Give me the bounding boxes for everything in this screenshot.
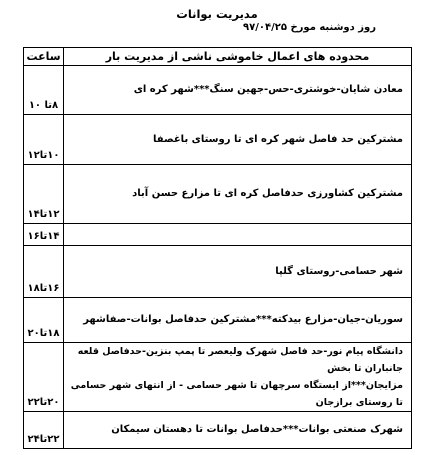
region-cell	[64, 66, 412, 115]
region-cell	[64, 115, 412, 165]
table-row	[24, 224, 412, 246]
date-line-1: روز دوشنبه مورخ ۹۷/۰۴/۲۵	[243, 22, 376, 33]
time-cell: ۲۰تا۲۲	[24, 343, 64, 412]
region-text-line-1: دانشگاه پیام نور-حد فاصل شهرک ولیعصر تا پمپ بنزین-حدفاصل قلعه جانباران تا بخش	[77, 346, 403, 374]
time-cell: ۱۴تا۱۶	[24, 224, 64, 246]
region-text: سوریان-جیان-مزارع بیدکته***مشترکین حدفاصل بوانات-صفاشهر	[83, 314, 403, 325]
region-text: شهرک صنعتی بوانات***حدفاصل بوانات تا دهستان سیمکان	[111, 424, 403, 435]
time-cell: ۸تا ۱۰	[24, 66, 64, 115]
document-title: مدیریت بوانات	[176, 7, 258, 21]
table-row	[24, 165, 412, 224]
region-cell	[64, 246, 412, 298]
region-cell	[64, 165, 412, 224]
time-header: ساعت	[24, 48, 64, 66]
document-date	[243, 22, 376, 34]
time-cell: ۱۸تا۲۰	[24, 298, 64, 343]
table-row	[24, 246, 412, 298]
table-header-row	[24, 48, 412, 66]
region-text: معادن شایان-خوشتری-حس-جهین سنگ***شهر کره ای	[133, 84, 403, 95]
table-row	[24, 343, 412, 412]
region-cell	[64, 298, 412, 343]
region-cell	[64, 224, 412, 246]
table-row	[24, 298, 412, 343]
table-row	[24, 412, 412, 449]
region-cell	[64, 343, 412, 412]
region-header: محدوده های اعمال خاموشی ناشی از مدیریت بار	[64, 48, 412, 66]
time-cell: ۲۲تا۲۴	[24, 412, 64, 449]
time-cell: ۱۶تا۱۸	[24, 246, 64, 298]
region-text: مشترکین کشاورزی حدفاصل کره ای تا مزارع حسن آباد	[132, 188, 403, 199]
time-cell: ۱۰تا۱۲	[24, 115, 64, 165]
table-row	[24, 66, 412, 115]
table-row	[24, 115, 412, 165]
region-text: شهر حسامی-روستای گلپا	[275, 265, 403, 277]
region-text: مشترکین حد فاصل شهر کره ای تا روستای باغصفا	[153, 133, 403, 145]
outage-schedule-table	[23, 47, 412, 449]
time-cell: ۱۲تا۱۴	[24, 165, 64, 224]
region-cell	[64, 412, 412, 449]
region-text-line-2: مزایجان***از ایستگاه سرچهان تا شهر حسامی - از انتهای شهر حسامی تا روستای برازجان	[70, 380, 403, 408]
